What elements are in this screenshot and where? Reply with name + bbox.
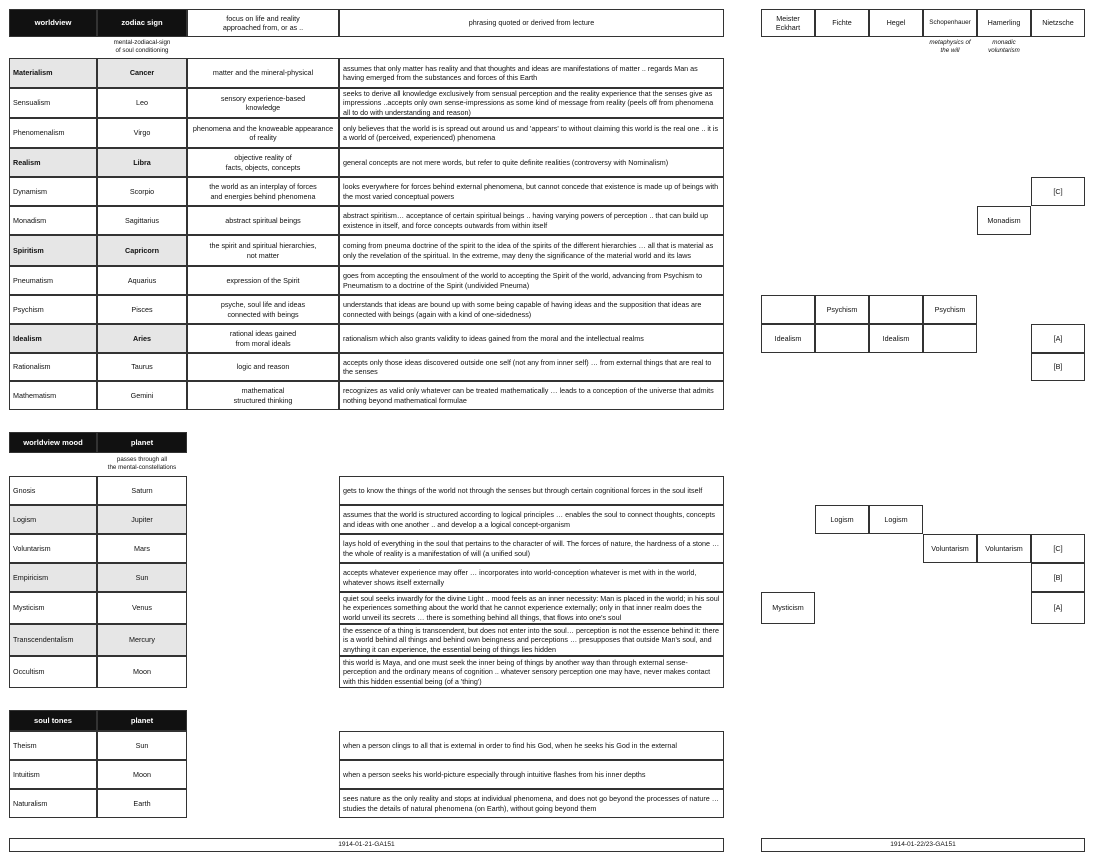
phrase-text: [339, 760, 724, 789]
zodiac-sign: [97, 177, 187, 206]
fichte-psychism-text: Psychism: [826, 304, 858, 314]
zodiac-sign: [97, 266, 187, 295]
schopenhauer-voluntarism-text: Voluntarism: [931, 543, 969, 553]
zodiac-sign: [97, 324, 187, 353]
worldview-name-text: Psychism: [13, 304, 44, 314]
philosopher-header-text: Hegel: [886, 18, 906, 28]
philosopher-header-text: Fichte: [832, 18, 852, 28]
focus-text-text: mathematical structured thinking: [233, 386, 293, 405]
zodiac-sign-text: Virgo: [133, 128, 151, 138]
focus-text: [187, 353, 339, 381]
phrase-text: [339, 206, 724, 235]
mood-name-text: Mysticism: [13, 603, 45, 613]
phrase-text-text: lays hold of everything in the soul that pertains to the character of will. The forces of nature, the hardness of a stone … the whole of reality is a manifestation of will (a unified soul): [343, 539, 720, 558]
focus-text: [187, 266, 339, 295]
zodiac-sign-text: Leo: [136, 98, 148, 108]
mood-name: [9, 656, 97, 688]
schopenhauer-voluntarism: [923, 534, 977, 563]
mark-b-text: [B]: [1053, 572, 1063, 582]
focus-text: [187, 235, 339, 266]
header-worldview: [9, 9, 97, 37]
phrase-text-text: quiet soul seeks inwardly for the divine Light .. mood feels as an inner necessity: Man is placed in the world; in his soul he experiences something about the world that he cannot experience externally; only in that inner realm does the world unveil its secrets … there is something behind all things, that flows into one's soul: [343, 593, 720, 622]
phrase-text-text: only believes that the world is is spread out around us and 'appears' to without claiming this world is the real one .. it is a world of (perceived, experienced) phenomena: [343, 123, 719, 142]
header-zodiac-sign-text: zodiac sign: [121, 18, 163, 28]
focus-text-text: sensory experience-based knowledge: [220, 93, 306, 112]
phrase-text: [339, 505, 724, 534]
worldview-name-text: Materialism: [13, 68, 53, 78]
focus-text-text: rational ideas gained from moral ideals: [229, 329, 297, 348]
phrase-text: [339, 58, 724, 88]
worldview-name: [9, 118, 97, 148]
zodiac-sign: [97, 206, 187, 235]
phrase-text: [339, 731, 724, 760]
zodiac-sign-text: Gemini: [130, 390, 154, 400]
worldview-name: [9, 266, 97, 295]
mark-c: [1031, 177, 1085, 206]
phrase-text-text: when a person clings to all that is external in order to find his God, when he seeks his God in the external: [343, 740, 678, 750]
focus-text-text: expression of the Spirit: [226, 275, 300, 285]
footer-source-left: [9, 838, 724, 852]
empty-cell: [923, 324, 977, 353]
mood-planet-text: Mars: [134, 543, 150, 553]
worldview-name-text: Rationalism: [13, 362, 51, 372]
header-planet-text: planet: [130, 437, 154, 447]
worldview-name-text: Monadism: [13, 215, 47, 225]
phrase-text-text: the essence of a thing is transcendent, but does not enter into the soul… perception is not the essence behind it: there is a world behind all things and behind own beingness and perceptions … presupposes that outside Man's soul, and anything it can experience, the essential being of things lies hidden: [343, 625, 719, 654]
worldview-name-text: Phenomenalism: [13, 128, 65, 138]
mood-name-text: Gnosis: [13, 485, 36, 495]
focus-text: [187, 88, 339, 118]
focus-text-text: matter and the mineral-physical: [212, 68, 314, 78]
header-planet-text: planet: [130, 715, 154, 725]
mark-c: [1031, 534, 1085, 563]
footer-source-left-text: 1914-01-21-GA151: [338, 840, 395, 848]
phrase-text-text: goes from accepting the ensoulment of the world to accepting the Spirit of the world, advancing from Psychism to Pneumatism to a doctrine of the Spirit (undivided Pneuma): [343, 271, 703, 290]
header-focus-text: focus on life and reality approached from, or as ..: [222, 13, 304, 32]
worldview-name-text: Dynamism: [13, 186, 47, 196]
zodiac-sign-text: Sagittarius: [125, 215, 159, 225]
zodiac-sign-text: Libra: [133, 157, 151, 167]
phrase-text: [339, 148, 724, 177]
mood-name: [9, 624, 97, 656]
worldview-name-text: Realism: [13, 157, 41, 167]
worldview-name: [9, 177, 97, 206]
empty-cell: [761, 295, 815, 324]
worldview-name: [9, 88, 97, 118]
soul-tone-planet: [97, 760, 187, 789]
soul-tone-name: [9, 731, 97, 760]
eckhart-mysticism: [761, 592, 815, 624]
soul-tone-planet: [97, 789, 187, 818]
header-focus: [187, 9, 339, 37]
zodiac-sign: [97, 58, 187, 88]
mood-name-text: Occultism: [13, 667, 45, 677]
zodiac-sign: [97, 353, 187, 381]
phrase-text-text: sees nature as the only reality and stops at individual phenomena, and does not go beyond the processes of nature … studies the details of natural phenomena (on Earth), without going beyond them: [343, 794, 719, 813]
zodiac-sign-text: Aries: [133, 333, 151, 343]
hamerling-voluntarism-text: Voluntarism: [985, 543, 1023, 553]
focus-text-text: psyche, soul life and ideas connected with beings: [220, 300, 306, 319]
worldview-name: [9, 235, 97, 266]
mark-a: [1031, 324, 1085, 353]
philosopher-header-text: Hamerling: [987, 18, 1021, 28]
zodiac-sign: [97, 381, 187, 410]
zodiac-sign: [97, 235, 187, 266]
eckhart-idealism: [761, 324, 815, 353]
phrase-text-text: coming from pneuma doctrine of the spirit to the idea of the spirits of the different hierarchies … all that is material as only the revelation of the spiritual. In the extreme, may deny the significance of the material world and its laws: [343, 241, 714, 260]
phrase-text: [339, 789, 724, 818]
footer-source-right-text: 1914-01-22/23-GA151: [890, 840, 956, 848]
soul-tone-name: [9, 760, 97, 789]
mood-planet-text: Saturn: [131, 485, 153, 495]
worldview-name: [9, 324, 97, 353]
mood-planet-text: Venus: [132, 603, 152, 613]
mark-c-text: [C]: [1053, 543, 1063, 553]
zodiac-sign: [97, 295, 187, 324]
worldview-name: [9, 206, 97, 235]
phrase-text: [339, 476, 724, 505]
philosopher-header: [815, 9, 869, 37]
philosopher-header-text: Schopenhauer: [929, 18, 971, 26]
worldview-name: [9, 381, 97, 410]
zodiac-sign-text: Cancer: [129, 68, 155, 78]
phrase-text-text: abstract spiritism… acceptance of certain spiritual beings .. having varying powers of perception .. that can build up existence in itself, and force concepts outwards from within itself: [343, 211, 709, 230]
mood-planet: [97, 476, 187, 505]
phrase-text: [339, 324, 724, 353]
phrase-text-text: general concepts are not mere words, but refer to quite definite realities (controversy with Nominalism): [343, 157, 669, 167]
header-soul-tones-text: soul tones: [34, 715, 72, 725]
mark-c-text: [C]: [1053, 186, 1063, 196]
worldview-name-text: Pneumatism: [13, 275, 53, 285]
focus-text: [187, 381, 339, 410]
mark-b: [1031, 353, 1085, 381]
hamerling-monadism-text: Monadism: [987, 215, 1021, 225]
mark-b-text: [B]: [1053, 362, 1063, 372]
zodiac-sign: [97, 118, 187, 148]
phrase-text-text: accepts whatever experience may offer … incorporates into world-conception whatever is met with in the world, whatever shows itself externally: [343, 568, 697, 587]
hamerling-monadism: [977, 206, 1031, 235]
focus-text: [187, 148, 339, 177]
soul-tone-planet-text: Sun: [135, 740, 149, 750]
phrase-text: [339, 88, 724, 118]
phrase-text: [339, 656, 724, 688]
phrase-text-text: assumes that the world is structured according to logical principles … enables the soul to connect thoughts, concepts and ideas with one another .. and develop a a logical concept-organism: [343, 510, 715, 529]
phrase-text: [339, 353, 724, 381]
philosopher-header: [923, 9, 977, 37]
phrase-text-text: looks everywhere for forces behind external phenomena, but cannot concede that existence is made up of beings with the most varied conceptual powers: [343, 182, 719, 201]
mood-planet-text: Sun: [135, 572, 149, 582]
zodiac-sign-text: Capricorn: [125, 245, 159, 255]
fichte-logism: [815, 505, 869, 534]
phrase-text: [339, 235, 724, 266]
header-soul-tones: [9, 710, 97, 731]
phrase-text: [339, 624, 724, 656]
mood-planet: [97, 505, 187, 534]
mood-planet: [97, 534, 187, 563]
focus-text-text: logic and reason: [236, 362, 290, 372]
schopenhauer-psychism-text: Psychism: [934, 304, 966, 314]
worldview-name-text: Spiritism: [13, 245, 44, 255]
focus-text: [187, 118, 339, 148]
phrase-text-text: seeks to derive all knowledge exclusively from sensual perception and the reality experience that the senses give as impressions ..accepts only own sense-impressions as some kind of message from reality (peels off from phenomena all to do with understanding and reason): [343, 88, 714, 117]
zodiac-sign: [97, 148, 187, 177]
zodiac-sign-text: Taurus: [131, 362, 153, 372]
philosopher-header-text: Meister Eckhart: [775, 13, 801, 32]
worldview-name: [9, 148, 97, 177]
mark-a: [1031, 592, 1085, 624]
header-planet: [97, 710, 187, 731]
philosopher-header-text: Nietzsche: [1042, 18, 1074, 28]
soul-tone-planet-text: Moon: [133, 769, 151, 779]
zodiac-sign-text: Scorpio: [129, 186, 155, 196]
mood-name: [9, 476, 97, 505]
hegel-logism-text: Logism: [884, 514, 908, 524]
soul-tone-name-text: Theism: [13, 740, 37, 750]
phrase-text: [339, 118, 724, 148]
header-worldview-mood: [9, 432, 97, 453]
zodiac-sign-text: Pisces: [131, 304, 153, 314]
zodiac-sign: [97, 88, 187, 118]
mood-name: [9, 563, 97, 592]
phrase-text: [339, 295, 724, 324]
phrase-text: [339, 381, 724, 410]
phrase-text-text: gets to know the things of the world not through the senses but through certain cognitional forces in the soul itself: [343, 485, 703, 495]
mark-a-text: [A]: [1053, 603, 1063, 613]
focus-text: [187, 177, 339, 206]
header-worldview-mood-text: worldview mood: [23, 437, 83, 447]
phrase-text: [339, 534, 724, 563]
schopenhauer-psychism: [923, 295, 977, 324]
empty-cell: [869, 295, 923, 324]
worldview-name: [9, 295, 97, 324]
soul-tone-name: [9, 789, 97, 818]
philosopher-header: [1031, 9, 1085, 37]
focus-text: [187, 58, 339, 88]
phrase-text-text: accepts only those ideas discovered outside one self (not any from inner self) … from external things that are real to the senses: [343, 357, 712, 376]
mood-name-text: Logism: [13, 514, 37, 524]
hamerling-note: monadic voluntarism: [988, 39, 1020, 55]
phrase-text-text: this world is Maya, and one must seek the inner being of things by another way than through external sense-perception and the ordinary means of cognition .. whatever sensory perception one may have, never makes contact with this hidden essential being (of a 'thing'): [343, 657, 711, 686]
phrase-text: [339, 266, 724, 295]
phrase-text: [339, 592, 724, 624]
mood-planet-text: Moon: [133, 667, 151, 677]
phrase-text: [339, 177, 724, 206]
mood-name: [9, 592, 97, 624]
focus-text: [187, 295, 339, 324]
worldview-name-text: Mathematism: [13, 390, 57, 400]
philosopher-header: [869, 9, 923, 37]
phrase-text: [339, 563, 724, 592]
header-worldview-text: worldview: [34, 18, 72, 28]
philosopher-header: [761, 9, 815, 37]
empty-cell: [815, 324, 869, 353]
mood-planet-text: Jupiter: [131, 514, 153, 524]
header-phrasing: [339, 9, 724, 37]
phrase-text-text: when a person seeks his world-picture especially through intuitive flashes from his inner depths: [343, 769, 646, 779]
worldview-name-text: Sensualism: [13, 98, 51, 108]
mood-planet: [97, 624, 187, 656]
phrase-text-text: rationalism which also grants validity to ideas gained from the moral and the intellectual realms: [343, 333, 644, 343]
focus-text-text: phenomena and the knoweable appearance of reality: [192, 123, 334, 142]
footer-source-right: [761, 838, 1085, 852]
mood-planet: [97, 656, 187, 688]
hegel-logism: [869, 505, 923, 534]
focus-text: [187, 206, 339, 235]
worldview-name: [9, 58, 97, 88]
hegel-idealism: [869, 324, 923, 353]
mood-name: [9, 505, 97, 534]
philosopher-header: [977, 9, 1031, 37]
hamerling-voluntarism: [977, 534, 1031, 563]
soul-tone-name-text: Naturalism: [13, 798, 48, 808]
mood-planet-text: Mercury: [129, 635, 155, 645]
soul-tone-planet-text: Earth: [133, 798, 151, 808]
focus-text-text: objective reality of facts, objects, concepts: [225, 153, 301, 172]
phrase-text-text: assumes that only matter has reality and that thoughts and ideas are manifestations of matter .. regards Man as having emerged from the substances and forces of this Earth: [343, 63, 698, 82]
mood-name-text: Voluntarism: [13, 543, 51, 553]
focus-text-text: the world as an interplay of forces and energies behind phenomena: [209, 182, 317, 201]
eckhart-mysticism-text: Mysticism: [772, 603, 804, 613]
soul-tone-name-text: Intuitism: [13, 769, 40, 779]
mood-name-text: Empiricism: [13, 572, 49, 582]
focus-text-text: abstract spiritual beings: [225, 215, 301, 225]
mood-planet: [97, 563, 187, 592]
header-zodiac-sign: [97, 9, 187, 37]
worldview-name: [9, 353, 97, 381]
focus-text: [187, 324, 339, 353]
worldview-name-text: Idealism: [13, 333, 42, 343]
phrase-text-text: understands that ideas are bound up with some being capable of having ideas and the supposition that ideas are connected with beings (again with a kind of one-sidedness): [343, 300, 702, 319]
eckhart-idealism-text: Idealism: [774, 333, 802, 343]
phrase-text-text: recognizes as valid only whatever can be treated mathematically … leads to a conception of the universe that admits nothing beyond mathematical formulae: [343, 386, 714, 405]
header-planet: [97, 432, 187, 453]
header-phrasing-text: phrasing quoted or derived from lecture: [468, 18, 595, 28]
schopenhauer-note: metaphysics of the will: [929, 39, 971, 55]
mood-name: [9, 534, 97, 563]
fichte-psychism: [815, 295, 869, 324]
mood-name-text: Transcendentalism: [13, 635, 74, 645]
hegel-idealism-text: Idealism: [882, 333, 910, 343]
mark-a-text: [A]: [1053, 333, 1063, 343]
mood-planet: [97, 592, 187, 624]
focus-text-text: the spirit and spiritual hierarchies, not matter: [209, 241, 317, 260]
zodiac-note: mental-zodiacal-sign of soul conditioning: [113, 39, 171, 55]
soul-tone-planet: [97, 731, 187, 760]
planet-note: passes through all the mental-constellations: [107, 456, 177, 472]
zodiac-sign-text: Aquarius: [127, 275, 157, 285]
mark-b: [1031, 563, 1085, 592]
fichte-logism-text: Logism: [830, 514, 854, 524]
